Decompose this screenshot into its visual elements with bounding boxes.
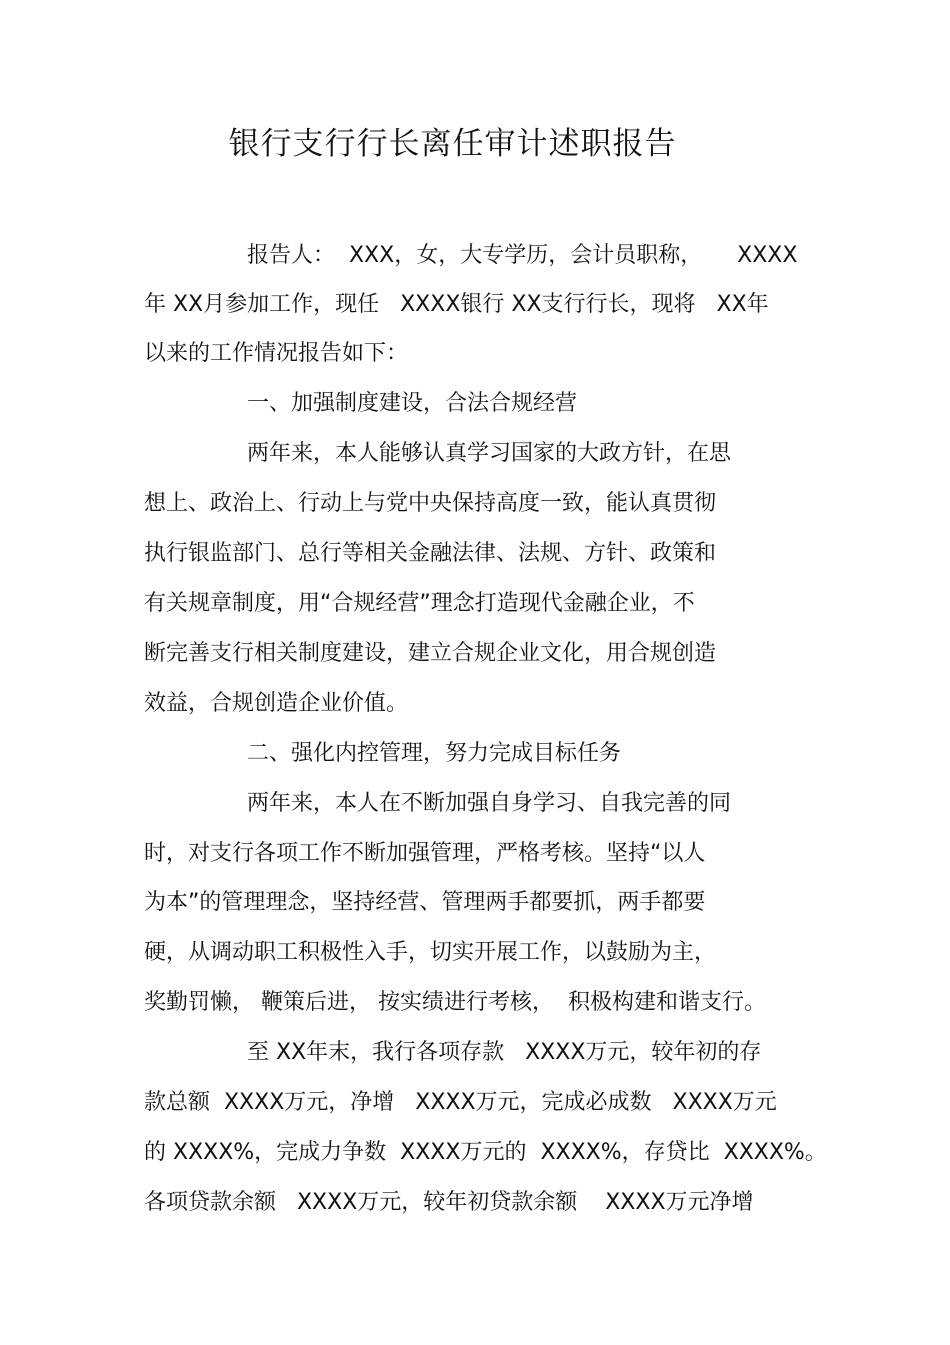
paragraph-line: 执行银监部门、总行等相关金融法律、法规、方针、政策和 — [144, 541, 717, 566]
section-heading: 一、加强制度建设，合法合规经营 — [247, 391, 578, 416]
paragraph-line: 有关规章制度，用“合规经营”理念打造现代金融企业，不 — [144, 591, 695, 616]
section-heading: 二、强化内控管理，努力完成目标任务 — [247, 741, 622, 766]
paragraph-line: 效益，合规创造企业价值。 — [144, 691, 409, 716]
paragraph-line: 想上、政治上、行动上与党中央保持高度一致，能认真贯彻 — [144, 491, 717, 516]
paragraph-line: 至 XX年末，我行各项存款 XXXX万元，较年初的存 — [247, 1040, 762, 1065]
paragraph-line: 两年来，本人能够认真学习国家的大政方针，在思 — [247, 441, 732, 466]
paragraph-line: 奖勤罚懒， 鞭策后进， 按实绩进行考核， 积极构建和谐支行。 — [144, 990, 766, 1015]
paragraph-line: 各项贷款余额 XXXX万元，较年初贷款余额 XXXX万元净增 — [144, 1190, 754, 1215]
paragraph-line: 两年来，本人在不断加强自身学习、自我完善的同 — [247, 791, 732, 816]
paragraph-line: 报告人： XXX，女，大专学历，会计员职称， XXXX — [247, 243, 798, 268]
paragraph-line: 年 XX月参加工作，现任 XXXX银行 XX支行行长，现将 XX年 — [144, 292, 769, 317]
paragraph-line: 断完善支行相关制度建设，建立合规企业文化，用合规创造 — [144, 641, 717, 666]
paragraph-line: 的 XXXX%，完成力争数 XXXX万元的 XXXX%，存贷比 XXXX%。 — [144, 1140, 827, 1165]
paragraph-line: 时，对支行各项工作不断加强管理，严格考核。坚持“以人 — [144, 841, 706, 866]
paragraph-line: 为本”的管理理念，坚持经营、管理两手都要抓，两手都要 — [144, 890, 706, 915]
document-title: 银行支行行长离任审计述职报告 — [228, 126, 677, 162]
paragraph-line: 款总额 XXXX万元，净增 XXXX万元，完成必成数 XXXX万元 — [144, 1090, 777, 1115]
paragraph-line: 以来的工作情况报告如下： — [144, 341, 409, 366]
paragraph-line: 硬，从调动职工积极性入手，切实开展工作，以鼓励为主， — [144, 940, 717, 965]
